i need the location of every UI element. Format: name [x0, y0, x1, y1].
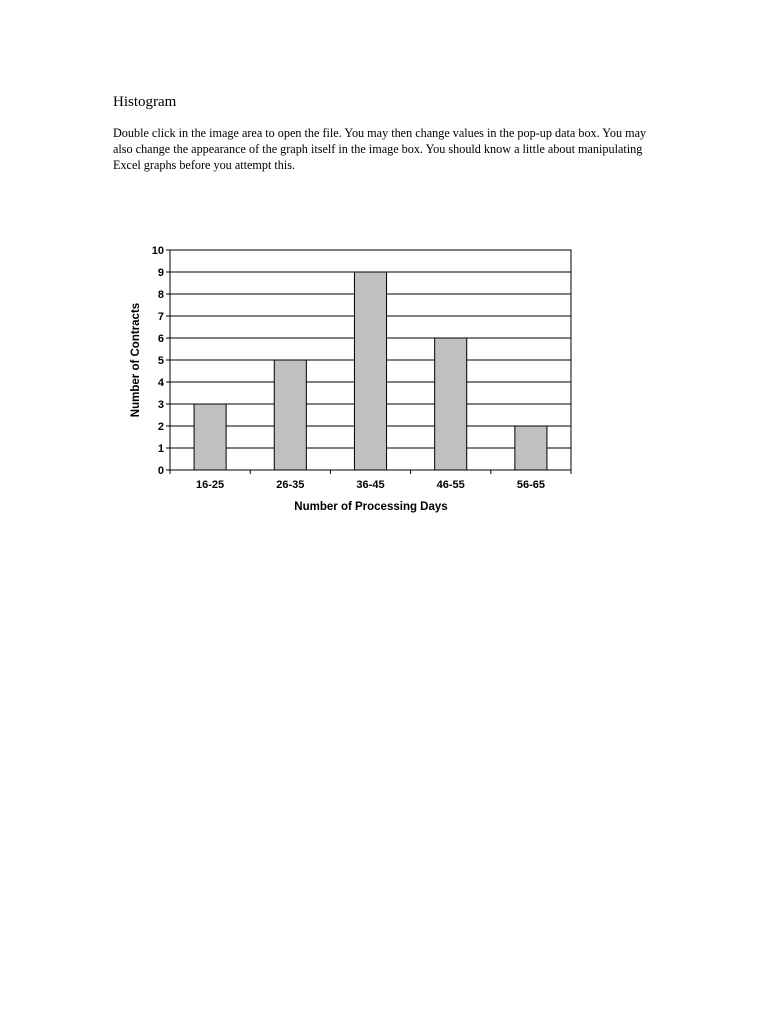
- document-title: Histogram: [113, 94, 177, 110]
- y-axis-title: Number of Contracts: [130, 302, 142, 418]
- x-tick-label: 36-45: [356, 479, 385, 491]
- bar-56-65: [515, 426, 547, 470]
- bar-26-35: [274, 360, 306, 470]
- y-tick-label: 1: [157, 443, 164, 455]
- document-paragraph: Double click in the image area to open the file. You may then change values in the pop-up data box. You may also change the appearance of the graph itself in the image box. You should know a little about manipulating Excel graphs before you attempt this.: [113, 126, 647, 172]
- x-axis-title: Number of Processing Days: [294, 501, 448, 513]
- y-tick-label: 4: [157, 377, 164, 389]
- y-tick-label: 7: [157, 311, 164, 323]
- chart-bars: [194, 272, 547, 470]
- bar-46-55: [435, 338, 467, 470]
- y-tick-label: 8: [157, 289, 164, 301]
- bar-16-25: [194, 404, 226, 470]
- x-tick-label: 26-35: [276, 479, 305, 491]
- x-tick-label: 46-55: [436, 479, 465, 491]
- x-tick-label: 16-25: [196, 479, 225, 491]
- y-tick-label: 3: [157, 399, 164, 411]
- x-tick-label: 56-65: [516, 479, 545, 491]
- y-tick-labels: [152, 245, 165, 477]
- y-tick-label: 5: [157, 355, 164, 367]
- y-tick-label: 2: [157, 421, 164, 433]
- bar-36-45: [354, 272, 386, 470]
- y-tick-label: 0: [157, 465, 164, 477]
- x-tick-labels: [196, 479, 545, 491]
- y-tick-label: 10: [151, 245, 164, 257]
- y-tick-label: 9: [157, 267, 164, 279]
- y-tick-label: 6: [157, 333, 164, 345]
